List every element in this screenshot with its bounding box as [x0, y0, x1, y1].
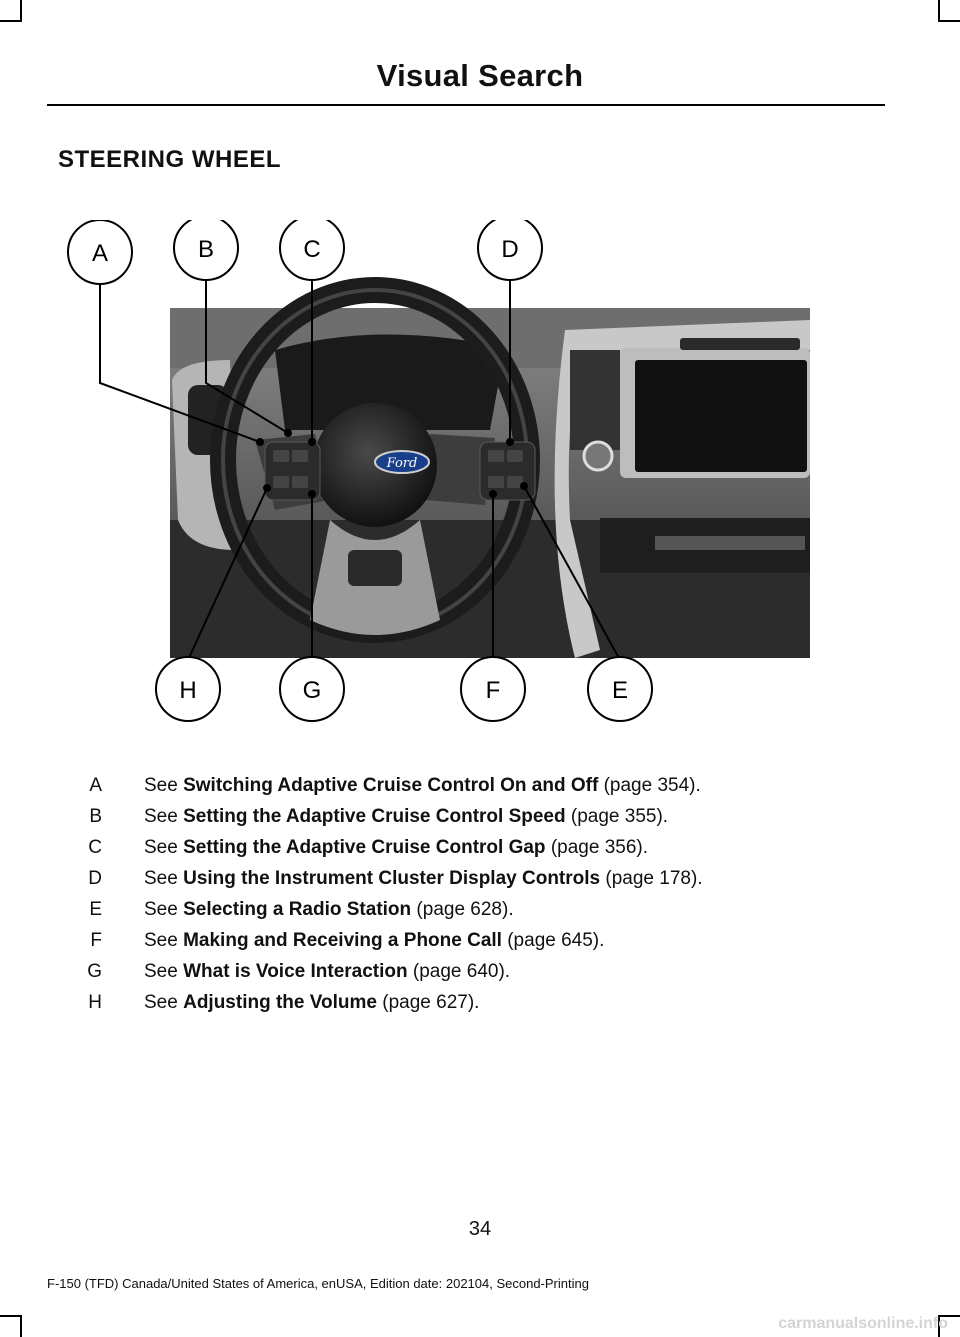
legend-description: See Using the Instrument Cluster Display Controls (page 178).	[144, 868, 703, 889]
callout-label-d: D	[501, 236, 519, 263]
legend-letter: G	[87, 961, 102, 982]
legend-link-title: Selecting a Radio Station	[183, 899, 412, 920]
callout-label-g: G	[302, 677, 322, 704]
legend-row	[60, 775, 820, 806]
legend-row	[60, 806, 820, 837]
crop-mark-bottom-left	[20, 1315, 22, 1337]
climate-buttons	[655, 536, 805, 550]
legend-description: See What is Voice Interaction (page 640).	[144, 961, 511, 982]
callout-label-c: C	[303, 236, 321, 263]
callout-label-f: F	[485, 677, 501, 704]
legend-link-title: Setting the Adaptive Cruise Control Speed	[183, 806, 566, 827]
vent-strip	[680, 338, 800, 350]
callout-label-a: A	[91, 240, 109, 267]
callout-label-b: B	[197, 236, 215, 263]
center-vent	[570, 350, 620, 450]
legend-row	[60, 899, 820, 930]
callout-label-e: E	[611, 677, 629, 704]
legend-letter: H	[88, 992, 102, 1013]
legend-description: See Adjusting the Volume (page 627).	[144, 992, 480, 1013]
legend-letter: B	[89, 806, 102, 827]
crop-mark-top-right	[938, 20, 960, 22]
page-number: 34	[468, 1218, 492, 1240]
section-title: STEERING WHEEL	[58, 146, 282, 173]
crop-mark-top-right	[938, 0, 940, 22]
legend-link-title: Setting the Adaptive Cruise Control Gap	[183, 837, 546, 858]
legend-link-title: Adjusting the Volume	[183, 992, 377, 1013]
legend-letter: D	[88, 868, 102, 889]
legend-description: See Setting the Adaptive Cruise Control Gap (page 356).	[144, 837, 649, 858]
watermark: carmanualsonline.info	[778, 1315, 948, 1332]
ford-logo-text: Ford	[386, 456, 418, 471]
legend-link-title: What is Voice Interaction	[183, 961, 408, 982]
legend-link-title: Using the Instrument Cluster Display Controls	[183, 868, 601, 889]
legend-row	[60, 961, 820, 992]
legend-link-title: Making and Receiving a Phone Call	[183, 930, 502, 951]
legend-description: See Selecting a Radio Station (page 628).	[144, 899, 514, 920]
page-header-title: Visual Search	[376, 58, 584, 93]
center-screen	[635, 360, 807, 472]
legend-row	[60, 930, 820, 961]
legend-description: See Switching Adaptive Cruise Control On and Off (page 354).	[144, 775, 701, 796]
legend-letter: A	[89, 775, 102, 796]
legend-description: See Making and Receiving a Phone Call (page 645).	[144, 930, 605, 951]
callout-legend	[60, 775, 820, 1023]
bottom-spoke-inset	[348, 550, 402, 586]
legend-description: See Setting the Adaptive Cruise Control Speed (page 355).	[144, 806, 669, 827]
crop-mark-top-left	[0, 20, 22, 22]
header-divider	[47, 104, 885, 106]
crop-mark-top-left	[20, 0, 22, 22]
legend-letter: F	[90, 930, 102, 951]
steering-wheel-illustration	[60, 220, 810, 725]
legend-row	[60, 837, 820, 868]
legend-letter: E	[89, 899, 102, 920]
legend-row	[60, 868, 820, 899]
crop-mark-bottom-left	[0, 1315, 22, 1317]
legend-link-title: Switching Adaptive Cruise Control On and Off	[183, 775, 599, 796]
legend-letter: C	[88, 837, 102, 858]
center-knob	[584, 442, 612, 470]
legend-row	[60, 992, 820, 1023]
footer-edition-text: F-150 (TFD) Canada/United States of America, enUSA, Edition date: 202104, Second-Printing	[47, 1276, 589, 1291]
callout-label-h: H	[179, 677, 197, 704]
